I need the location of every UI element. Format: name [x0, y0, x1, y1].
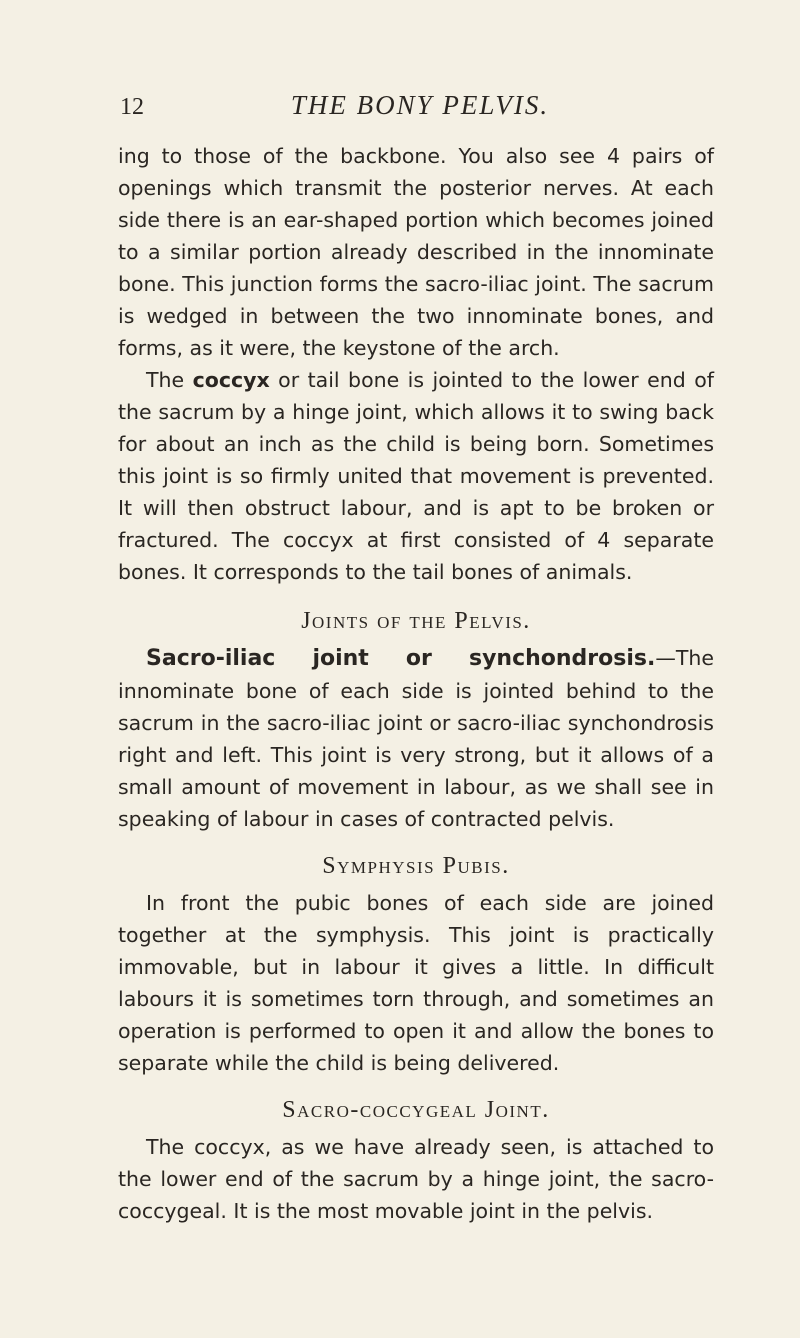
paragraph-coccyx-text: or tail bone is jointed to the lower end of the sacrum by a hinge joint, which allows it to swing back for about an inch as the child is being born. Sometimes this joint is so firmly united that movement is prevented. It will then obstruct labour, and is apt to be broken or fractured. The coccyx at first consisted of 4 separate bones. It corresponds to the tail bones of animals.: [118, 368, 714, 584]
paragraph-sacroiliac: [118, 642, 714, 835]
paragraph-symphysis: In front the pubic bones of each side are joined together at the symphysis. This joint is practically immovable, but in labour it gives a little. In difficult labours it is sometimes torn through, and sometimes an operation is performed to open it and allow the bones to separate while the child is being delivered.: [118, 891, 714, 1075]
page-header: [120, 90, 720, 126]
paragraph-coccyx-lead: The: [146, 368, 193, 392]
running-title: THE BONY PELVIS.: [290, 90, 550, 120]
section-heading-sacrococcygeal: Sacro-coccygeal Joint.: [282, 1097, 550, 1123]
paragraph-coccyx: [118, 364, 714, 588]
section-heading-symphysis: Symphysis Pubis.: [322, 853, 510, 879]
paragraph-sacrum: ing to those of the backbone. You also see 4 pairs of openings which transmit the posterior nerves. At each side there is an ear-shaped portion which becomes joined to a similar portion already described in the innominate bone. This junction forms the sacro-iliac joint. The sacrum is wedged in between the two innominate bones, and forms, as it were, the keystone of the arch.: [118, 144, 714, 360]
term-coccyx: coccyx: [192, 368, 270, 392]
section-heading-joints: Joints of the Pelvis.: [301, 608, 531, 634]
paragraph-sacrococcygeal: The coccyx, as we have already seen, is attached to the lower end of the sacrum by a hinge joint, the sacro-coccygeal. It is the most movable joint in the pelvis.: [118, 1135, 714, 1223]
page-number: 12: [120, 94, 144, 120]
paragraph-sacroiliac-text: —The innominate bone of each side is jointed behind to the sacrum in the sacro-iliac joint or sacro-iliac synchondrosis right and left. This joint is very strong, but it allows of a small amount of movement in labour, as we shall see in speaking of labour in cases of contracted pelvis.: [118, 646, 714, 831]
body-text: [118, 140, 714, 1227]
runin-sacroiliac: Sacro-iliac joint or synchondrosis.: [146, 646, 656, 671]
